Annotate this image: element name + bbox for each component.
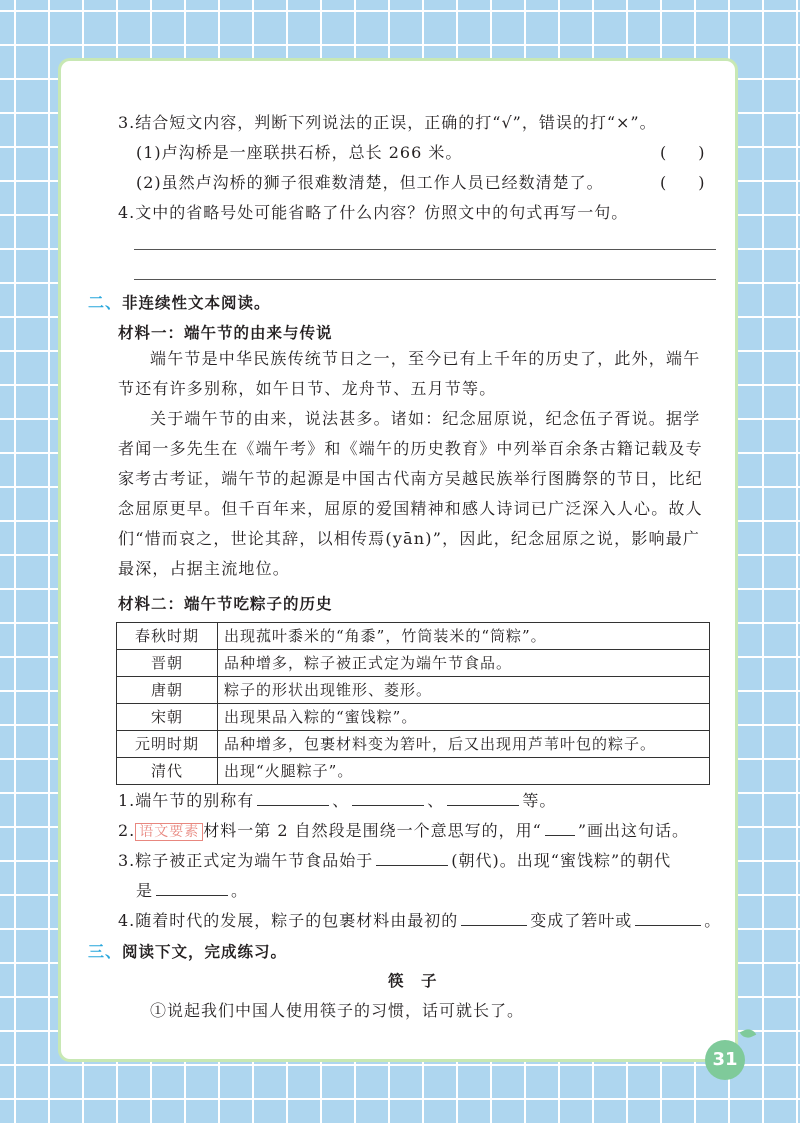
answer-line-2[interactable] xyxy=(134,279,716,280)
description-cell: 品种增多，粽子被正式定为端午节食品。 xyxy=(218,650,710,677)
s2-q1-text: 1.端午节的别称有 xyxy=(118,791,255,810)
answer-blank[interactable] xyxy=(352,789,424,806)
answer-blank[interactable] xyxy=(447,789,519,806)
underline-sample xyxy=(545,819,575,836)
table-row xyxy=(117,758,710,785)
section-2-number: 二、 xyxy=(88,293,123,312)
material-2-heading: 材料二：端午节吃粽子的历史 xyxy=(118,595,333,613)
article-title: 筷 子 xyxy=(388,972,438,990)
q4-prompt: 4.文中的省略号处可能省略了什么内容？仿照文中的句式再写一句。 xyxy=(118,203,629,222)
answer-line-1[interactable] xyxy=(134,249,716,250)
s2-q4-text-3: 。 xyxy=(704,911,722,930)
description-cell: 出现“火腿粽子”。 xyxy=(218,758,710,785)
zongzi-history-table xyxy=(116,622,710,785)
s2-question-3-cont xyxy=(136,879,248,902)
q3-prompt: 3.结合短文内容，判断下列说法的正误，正确的打“√”，错误的打“×”。 xyxy=(118,113,657,132)
table-row xyxy=(117,731,710,758)
s2-q2-text-end: ”画出这句话。 xyxy=(577,821,689,840)
era-cell: 春秋时期 xyxy=(117,623,218,650)
answer-blank[interactable] xyxy=(635,909,701,926)
section-2-title: 非连续性文本阅读。 xyxy=(122,294,271,312)
leaf-icon xyxy=(740,1026,756,1040)
q3-item-1: (1)卢沟桥是一座联拱石桥，总长 266 米。 xyxy=(136,143,463,162)
section-3-number: 三、 xyxy=(88,942,123,961)
s2-q3-text: 3.粽子被正式定为端午节食品始于 xyxy=(118,851,374,870)
s2-question-2 xyxy=(118,819,689,843)
separator: 、 xyxy=(427,791,445,810)
section-3-title: 阅读下文，完成练习。 xyxy=(122,943,288,961)
answer-blank[interactable] xyxy=(376,849,448,866)
material-1-paragraph-1: 端午节是中华民族传统节日之一，至今已有上千年的历史了，此外，端午节还有许多别称，如午日节、龙舟节、五月节等。 xyxy=(118,349,701,398)
material-1-heading: 材料一：端午节的由来与传说 xyxy=(118,324,333,342)
s2-q3-text-3: 是 xyxy=(136,881,154,900)
language-element-tag: 语文要素 xyxy=(135,823,203,841)
separator: 、 xyxy=(332,791,350,810)
era-cell: 清代 xyxy=(117,758,218,785)
page-number: 31 xyxy=(705,1040,745,1080)
description-cell: 粽子的形状出现锥形、菱形。 xyxy=(218,677,710,704)
answer-blank[interactable] xyxy=(461,909,527,926)
s2-q4-text: 4.随着时代的发展，粽子的包裹材料由最初的 xyxy=(118,911,459,930)
s2-question-3 xyxy=(118,849,671,872)
s2-q3-text-4: 。 xyxy=(231,881,249,900)
s2-question-4 xyxy=(118,909,721,932)
material-1-paragraph-2: 关于端午节的由来，说法甚多。诸如：纪念屈原说，纪念伍子胥说。据学者闻一多先生在《端午考》和《端午的历史教育》中列举百余条古籍记载及专家考古考证，端午节的起源是中国古代南方吴越民族举行图腾祭的节日，比纪念屈原更早。但千百年来，屈原的爱国精神和感人诗词已广泛深入人心。故人们“惜而哀之，世论其辞，以相传焉(yān)”，因此，纪念屈原之说，影响最广最深，占据主流地位。 xyxy=(118,409,703,578)
era-cell: 元明时期 xyxy=(117,731,218,758)
s2-q4-text-2: 变成了箬叶或 xyxy=(530,911,633,930)
description-cell: 出现果品入粽的“蜜饯粽”。 xyxy=(218,704,710,731)
description-cell: 出现菰叶黍米的“角黍”，竹筒装米的“筒粽”。 xyxy=(218,623,710,650)
table-row xyxy=(117,650,710,677)
material-1-body xyxy=(118,344,714,584)
q3-item-2: (2)虽然卢沟桥的狮子很难数清楚，但工作人员已经数清楚了。 xyxy=(136,173,604,192)
s2-q1-end: 等。 xyxy=(522,791,557,810)
section-2-heading xyxy=(88,292,271,314)
s2-question-1 xyxy=(118,789,556,812)
era-cell: 宋朝 xyxy=(117,704,218,731)
table-row xyxy=(117,677,710,704)
description-cell: 品种增多，包裹材料变为箬叶，后又出现用芦苇叶包的粽子。 xyxy=(218,731,710,758)
table-row xyxy=(117,623,710,650)
s2-q2-number: 2. xyxy=(118,821,136,840)
era-cell: 唐朝 xyxy=(117,677,218,704)
article-first-line: ①说起我们中国人使用筷子的习惯，话可就长了。 xyxy=(150,1001,525,1020)
q3-item-2-answer-box[interactable]: ( ) xyxy=(660,173,705,192)
section-3-heading xyxy=(88,941,287,963)
answer-blank[interactable] xyxy=(257,789,329,806)
table-row xyxy=(117,704,710,731)
s2-q3-text-2: (朝代)。出现“蜜饯粽”的朝代 xyxy=(451,851,672,870)
s2-q2-text: 材料一第 2 自然段是围绕一个意思写的，用“ xyxy=(203,821,542,840)
answer-blank[interactable] xyxy=(156,879,228,896)
q3-item-1-answer-box[interactable]: ( ) xyxy=(660,143,705,162)
era-cell: 晋朝 xyxy=(117,650,218,677)
